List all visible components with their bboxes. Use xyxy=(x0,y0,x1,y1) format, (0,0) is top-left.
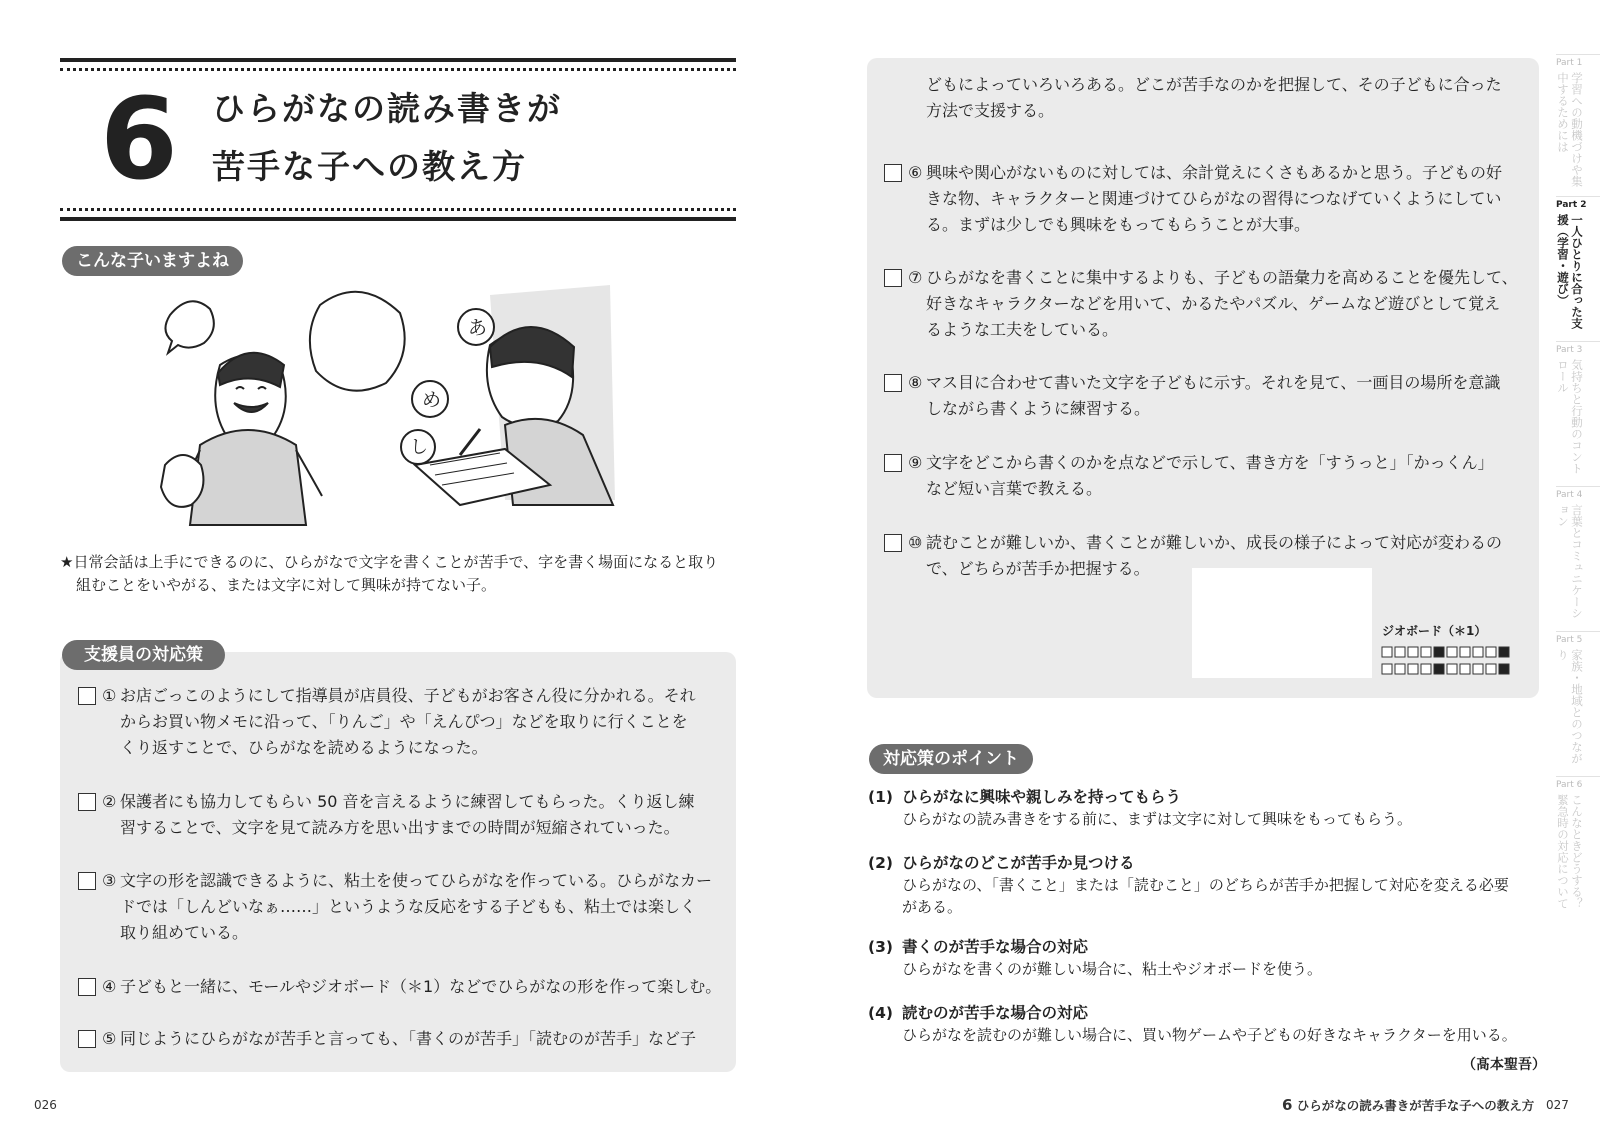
checkbox[interactable] xyxy=(78,793,96,811)
measure-item xyxy=(884,72,1524,124)
point-number: (4) xyxy=(868,1004,893,1022)
measure-line: ひらがなを書くことに集中するよりも、子どもの語彙力を高めることを優先して、 xyxy=(926,268,1518,287)
geoboard-peg xyxy=(1486,664,1496,674)
point-title-text: 書くのが苦手な場合の対応 xyxy=(902,938,1089,956)
measure-number: ① xyxy=(102,686,117,705)
measure-line: 同じようにひらがなが苦手と言っても、「書くのが苦手」「読むのが苦手」など子 xyxy=(120,1029,697,1048)
sidebar-tab-part-1[interactable] xyxy=(1556,58,1596,197)
measure-item xyxy=(884,160,1524,238)
measure-line: 文字をどこから書くのかを点などで示して、書き方を「すうっと」「かっくん」 xyxy=(926,453,1494,472)
bubble-char-a: あ xyxy=(468,317,488,339)
measure-item xyxy=(78,868,728,946)
chapter-bottom-rule xyxy=(60,208,736,221)
sidebar-part-label: Part 4 xyxy=(1556,490,1583,500)
measure-number: ⑤ xyxy=(102,1029,117,1048)
sidebar-part-title: 一人ひとりに合った支援（学習・遊び） xyxy=(1556,214,1584,329)
sidebar-tab-part-6[interactable] xyxy=(1556,780,1596,919)
measure-line: ドでは「しんどいなぁ……」というような反応をする子どもも、粘土では楽しく xyxy=(120,897,697,916)
measure-line: しながら書くように練習する。 xyxy=(926,399,1151,418)
measure-line: 文字の形を認識できるように、粘土を使ってひらがなを作っている。ひらがなカー xyxy=(120,871,713,890)
checkbox[interactable] xyxy=(78,978,96,996)
chapter-title-line2: 苦手な子への教え方 xyxy=(212,147,527,186)
measure-line: お店ごっこのようにして指導員が店員役、子どもがお客さん役に分かれる。それ xyxy=(120,686,696,705)
chapter-title xyxy=(212,80,562,196)
measure-item xyxy=(78,789,728,841)
geoboard-peg xyxy=(1460,664,1470,674)
checkbox[interactable] xyxy=(884,269,902,287)
case-note xyxy=(60,551,740,597)
sidebar-divider xyxy=(1556,486,1600,487)
author: （髙本聖吾） xyxy=(1462,1057,1546,1073)
measure-item xyxy=(884,265,1524,343)
geoboard-peg xyxy=(1395,647,1405,657)
measure-line: など短い言葉で教える。 xyxy=(926,479,1103,498)
geoboard-peg xyxy=(1473,664,1483,674)
measure-line: どもによっていろいろある。どこが苦手なのかを把握して、その子どもに合った xyxy=(926,75,1502,94)
measure-line: 取り組めている。 xyxy=(120,923,249,942)
point-title xyxy=(868,936,1544,958)
measure-line: 習することで、文字を見て読み方を思い出すまでの時間が短縮されていった。 xyxy=(120,818,680,837)
point-title-text: ひらがなのどこが苦手か見つける xyxy=(902,854,1135,872)
point-body-line: ひらがなの、「書くこと」または「読むこと」のどちらが苦手か把握して対応を変える必要 xyxy=(902,876,1509,894)
sidebar-part-title: 学習への動機づけや集中するためには xyxy=(1556,72,1584,187)
sidebar-part-label: Part 2 xyxy=(1556,200,1587,210)
footer-chapter-title: ひらがなの読み書きが苦手な子への教え方 xyxy=(1296,1098,1535,1113)
checkbox[interactable] xyxy=(884,454,902,472)
measure-number: ⑨ xyxy=(908,453,923,472)
measure-line: 好きなキャラクターなどを用いて、かるたやパズル、ゲームなど遊びとして覚え xyxy=(926,294,1501,313)
point-item xyxy=(868,852,1544,918)
chapter-top-rule xyxy=(60,58,736,71)
measure-item xyxy=(78,683,728,761)
case-note-line1: ★日常会話は上手にできるのに、ひらがなで文字を書くことが苦手で、字を書く場面になると取り xyxy=(60,553,719,571)
point-title xyxy=(868,852,1544,874)
geoboard-peg xyxy=(1395,664,1405,674)
happy-child-figure xyxy=(178,353,322,525)
geoboard-peg xyxy=(1434,664,1444,674)
measure-line: 保護者にも協力してもらい 50 音を言えるように練習してもらった。くり返し練 xyxy=(120,792,695,811)
geoboard-caption: ジオボード（＊1） xyxy=(1382,624,1487,638)
geoboard-peg xyxy=(1421,647,1431,657)
page-number-left: 026 xyxy=(34,1098,57,1112)
geoboard-peg xyxy=(1434,647,1444,657)
sidebar-divider xyxy=(1556,196,1600,197)
sidebar-divider xyxy=(1556,54,1600,55)
measure-number: ⑩ xyxy=(908,533,923,552)
geoboard-peg xyxy=(1447,647,1457,657)
checkbox[interactable] xyxy=(884,164,902,182)
measure-number: ④ xyxy=(102,977,117,996)
geoboard-peg xyxy=(1421,664,1431,674)
sidebar-tab-part-2[interactable] xyxy=(1556,200,1596,339)
points-heading: 対応策のポイント xyxy=(869,744,1033,774)
checkbox[interactable] xyxy=(884,374,902,392)
sidebar-divider xyxy=(1556,341,1600,342)
geoboard-peg xyxy=(1408,647,1418,657)
point-body-line: ひらがなの読み書きをする前に、まずは文字に対して興味をもってもらう。 xyxy=(902,810,1413,828)
chapter-title-line1: ひらがなの読み書きが xyxy=(212,89,562,128)
case-note-line2: 組むことをいやがる、または文字に対して興味が持てない子。 xyxy=(76,576,497,594)
checkbox[interactable] xyxy=(78,687,96,705)
checkbox[interactable] xyxy=(884,534,902,552)
sidebar-part-title: 気持ちと行動のコントロール xyxy=(1556,359,1584,474)
point-item xyxy=(868,1002,1544,1046)
children-illustration xyxy=(160,285,630,540)
measure-line: マス目に合わせて書いた文字を子どもに示す。それを見て、一画目の場所を意識 xyxy=(926,373,1501,392)
geoboard-peg xyxy=(1486,647,1496,657)
sidebar-divider xyxy=(1556,631,1600,632)
bubble-char-shi: し xyxy=(410,437,428,458)
point-body-line: ひらがなを書くのが難しい場合に、粘土やジオボードを使う。 xyxy=(902,960,1323,978)
sidebar-tab-part-4[interactable] xyxy=(1556,490,1596,629)
measure-number: ⑦ xyxy=(908,268,923,287)
point-title xyxy=(868,1002,1544,1024)
measure-number: ② xyxy=(102,792,117,811)
sidebar-part-label: Part 6 xyxy=(1556,780,1583,790)
point-number: (3) xyxy=(868,938,893,956)
measure-line: 方法で支援する。 xyxy=(926,101,1055,120)
point-number: (1) xyxy=(868,788,893,806)
sidebar-divider xyxy=(1556,776,1600,777)
sidebar-part-title: 家族・地域とのつながり xyxy=(1556,649,1584,764)
case-heading: こんな子いますよね xyxy=(62,246,243,276)
checkbox[interactable] xyxy=(78,1030,96,1048)
footer-chapter-number: 6 xyxy=(1282,1096,1293,1114)
measure-line: からお買い物メモに沿って、「りんご」や「えんぴつ」などを取りに行くことを xyxy=(120,712,688,731)
sidebar-part-label: Part 3 xyxy=(1556,345,1583,355)
geoboard-peg xyxy=(1382,647,1392,657)
measure-line: くり返すことで、ひらがなを読めるようになった。 xyxy=(120,738,488,757)
measure-number: ⑥ xyxy=(908,163,923,182)
chapter-number: 6 xyxy=(100,75,178,205)
measures-heading: 支援員の対応策 xyxy=(62,640,225,670)
geoboard-peg xyxy=(1499,647,1509,657)
sidebar-part-title: こんなときどうする？緊急時の対応について xyxy=(1556,794,1584,909)
geoboard-peg xyxy=(1447,664,1457,674)
point-number: (2) xyxy=(868,854,893,872)
geoboard-peg xyxy=(1408,664,1418,674)
geoboard-grid xyxy=(1381,646,1517,680)
point-title xyxy=(868,786,1544,808)
measure-line: で、どちらが苦手か把握する。 xyxy=(926,559,1150,578)
geoboard-peg xyxy=(1499,664,1509,674)
sidebar-part-label: Part 1 xyxy=(1556,58,1583,68)
measure-line: 子どもと一緒に、モールやジオボード（＊1）などでひらがなの形を作って楽しむ。 xyxy=(120,977,722,996)
sidebar-tab-part-3[interactable] xyxy=(1556,345,1596,484)
measure-line: 読むことが難しいか、書くことが難しいか、成長の様子によって対応が変わるの xyxy=(926,533,1503,552)
point-title-text: 読むのが苦手な場合の対応 xyxy=(902,1004,1089,1022)
point-body-line: がある。 xyxy=(902,898,963,916)
geoboard-peg xyxy=(1382,664,1392,674)
measure-item xyxy=(78,974,728,1000)
geoboard-peg xyxy=(1473,647,1483,657)
geoboard-peg xyxy=(1460,647,1470,657)
point-item xyxy=(868,786,1544,830)
measure-item xyxy=(884,370,1524,422)
measure-line: きな物、キャラクターと関連づけてひらがなの習得につなげていくようにしてい xyxy=(926,189,1502,208)
sidebar-tab-part-5[interactable] xyxy=(1556,635,1596,774)
point-title-text: ひらがなに興味や親しみを持ってもらう xyxy=(902,788,1182,806)
sidebar-part-title: 言葉とコミュニケーション xyxy=(1556,504,1584,619)
point-body-line: ひらがなを読むのが難しい場合に、買い物ゲームや子どもの好きなキャラクターを用いる。 xyxy=(902,1026,1517,1044)
footer-chapter xyxy=(1282,1096,1534,1114)
measure-line: るような工夫をしている。 xyxy=(926,320,1119,339)
measure-item xyxy=(78,1026,728,1052)
measure-line: る。まずは少しでも興味をもってもらうことが大事。 xyxy=(926,215,1311,234)
measure-number: ⑧ xyxy=(908,373,923,392)
measure-item xyxy=(884,450,1524,502)
point-item xyxy=(868,936,1544,980)
bubble-char-me: め xyxy=(422,389,442,411)
page-number-right: 027 xyxy=(1546,1098,1569,1112)
measure-line: 興味や関心がないものに対しては、余計覚えにくさもあるかと思う。子どもの好 xyxy=(926,163,1503,182)
geoboard-image-placeholder xyxy=(1192,568,1372,678)
sidebar-part-label: Part 5 xyxy=(1556,635,1583,645)
checkbox[interactable] xyxy=(78,872,96,890)
measure-number: ③ xyxy=(102,871,117,890)
